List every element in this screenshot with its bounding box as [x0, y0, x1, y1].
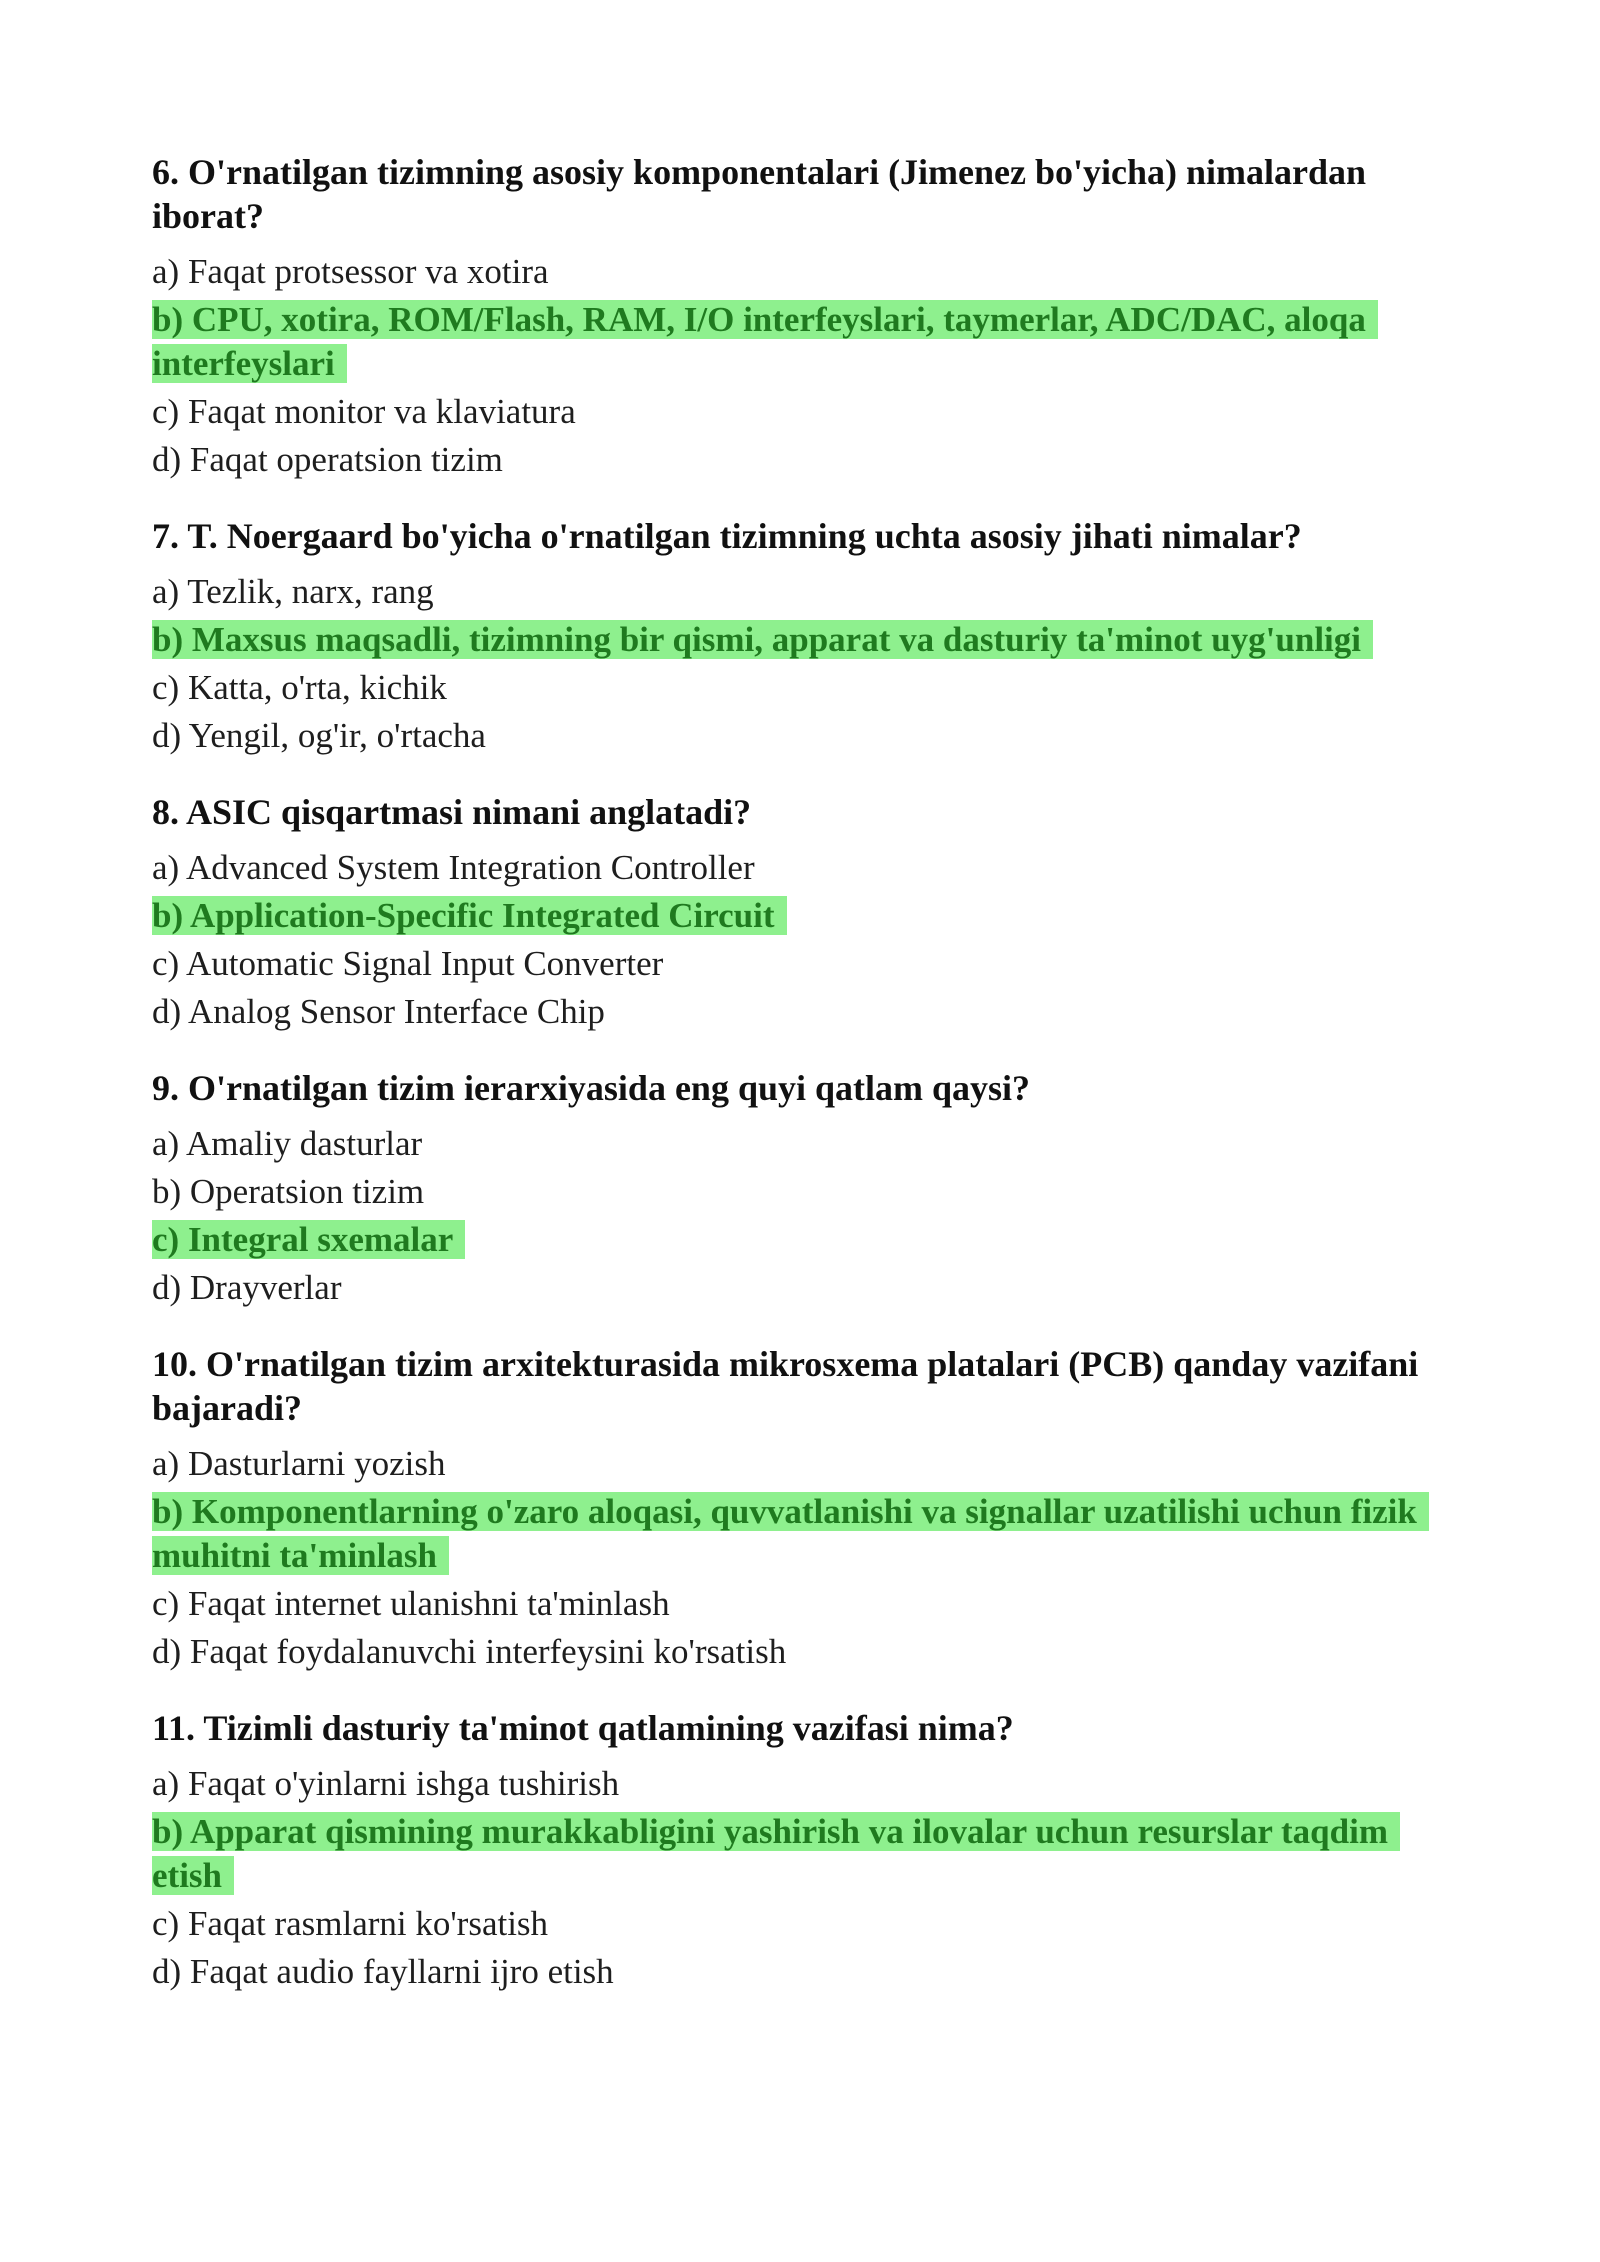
document-page [152, 150, 1452, 2026]
option-b: b) Operatsion tizim [152, 1172, 425, 1211]
option-b-correct [152, 1810, 1452, 1898]
question-11 [152, 1706, 1452, 1996]
question-title: 9. O'rnatilgan tizim ierarxiyasida eng quyi qatlam qaysi? [152, 1068, 1031, 1108]
option-a: a) Amaliy dasturlar [152, 1124, 423, 1163]
correct-answer-highlight: b) Maxsus maqsadli, tizimning bir qismi, apparat va dasturiy ta'minot uyg'unligi [152, 620, 1373, 659]
question-9 [152, 1066, 1452, 1312]
correct-answer-highlight: b) Komponentlarning o'zaro aloqasi, quvvatlanishi va signallar uzatilishi uchun fizik muhitni ta'minlash [152, 1492, 1429, 1575]
question-10 [152, 1342, 1452, 1676]
option-a: a) Faqat o'yinlarni ishga tushirish [152, 1764, 620, 1803]
correct-answer-highlight: c) Integral sxemalar [152, 1220, 465, 1259]
option-b-correct [152, 618, 1452, 662]
option-c: c) Automatic Signal Input Converter [152, 944, 664, 983]
option-b-correct [152, 298, 1452, 386]
option-d: d) Analog Sensor Interface Chip [152, 992, 605, 1031]
option-d: d) Drayverlar [152, 1268, 342, 1307]
question-title: 6. O'rnatilgan tizimning asosiy komponentalari (Jimenez bo'yicha) nimalardan iborat? [152, 152, 1367, 236]
correct-answer-highlight: b) Application-Specific Integrated Circuit [152, 896, 787, 935]
question-title: 10. O'rnatilgan tizim arxitekturasida mikrosxema platalari (PCB) qanday vazifani bajaradi? [152, 1344, 1419, 1428]
question-title: 7. T. Noergaard bo'yicha o'rnatilgan tizimning uchta asosiy jihati nimalar? [152, 516, 1302, 556]
option-a: a) Faqat protsessor va xotira [152, 252, 549, 291]
option-d: d) Faqat foydalanuvchi interfeysini ko'rsatish [152, 1632, 787, 1671]
option-b-correct [152, 1490, 1452, 1578]
question-6 [152, 150, 1452, 484]
option-a: a) Dasturlarni yozish [152, 1444, 446, 1483]
question-title: 11. Tizimli dasturiy ta'minot qatlamining vazifasi nima? [152, 1708, 1014, 1748]
option-c-correct [152, 1218, 1452, 1262]
option-d: d) Faqat audio fayllarni ijro etish [152, 1952, 614, 1991]
option-c: c) Faqat monitor va klaviatura [152, 392, 576, 431]
option-c: c) Faqat internet ulanishni ta'minlash [152, 1584, 670, 1623]
correct-answer-highlight: b) Apparat qismining murakkabligini yashirish va ilovalar uchun resurslar taqdim etish [152, 1812, 1400, 1895]
option-d: d) Faqat operatsion tizim [152, 440, 503, 479]
correct-answer-highlight: b) CPU, xotira, ROM/Flash, RAM, I/O interfeyslari, taymerlar, ADC/DAC, aloqa interfeyslari [152, 300, 1378, 383]
option-c: c) Faqat rasmlarni ko'rsatish [152, 1904, 549, 1943]
option-a: a) Advanced System Integration Controller [152, 848, 755, 887]
option-a: a) Tezlik, narx, rang [152, 572, 434, 611]
question-7 [152, 514, 1452, 760]
question-8 [152, 790, 1452, 1036]
option-d: d) Yengil, og'ir, o'rtacha [152, 716, 486, 755]
option-b-correct [152, 894, 1452, 938]
option-c: c) Katta, o'rta, kichik [152, 668, 447, 707]
question-title: 8. ASIC qisqartmasi nimani anglatadi? [152, 792, 752, 832]
